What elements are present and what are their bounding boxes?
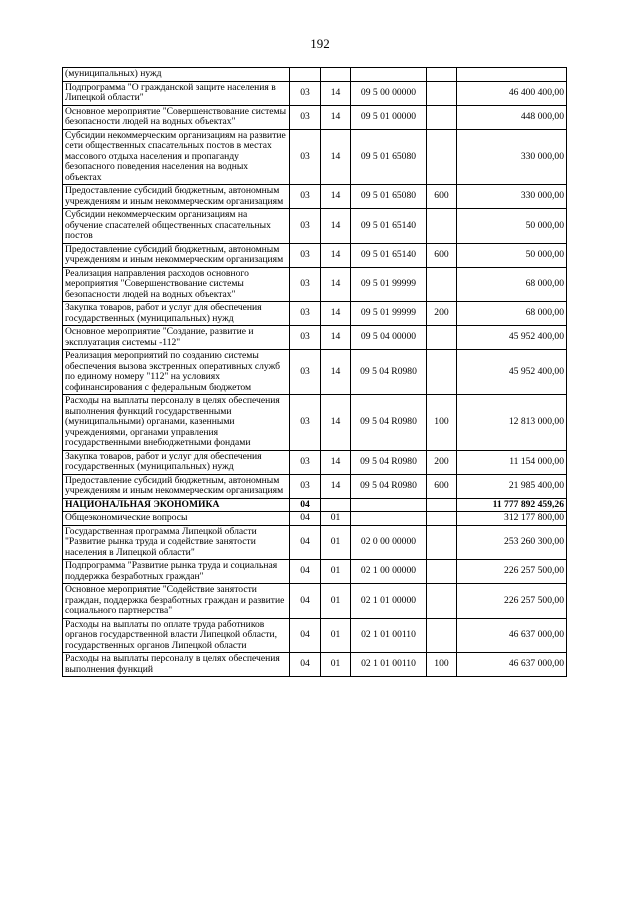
table-row (63, 350, 567, 395)
row-section-cell: 03 (290, 267, 321, 302)
row-target-article-cell: 02 1 01 00000 (351, 584, 427, 619)
row-name-cell: Закупка товаров, работ и услуг для обеспечения государственных (муниципальных) нужд (63, 450, 290, 474)
row-section-cell: 03 (290, 81, 321, 105)
row-subsection-cell: 14 (321, 185, 351, 209)
row-section-cell: 04 (290, 560, 321, 584)
row-subsection-cell (321, 498, 351, 512)
row-name-cell: Подпрограмма "О гражданской защите населения в Липецкой области" (63, 81, 290, 105)
row-target-article-cell: 09 5 01 99999 (351, 267, 427, 302)
row-target-article-cell: 02 1 00 00000 (351, 560, 427, 584)
table-row (63, 498, 567, 512)
row-name-cell: Субсидии некоммерческим организациям на обучение спасателей общественных спасательных постов (63, 209, 290, 244)
row-expense-type-cell (427, 350, 457, 395)
row-section-cell (290, 68, 321, 82)
row-subsection-cell: 14 (321, 267, 351, 302)
row-subsection-cell: 01 (321, 512, 351, 526)
row-amount-cell: 21 985 400,00 (457, 474, 567, 498)
row-subsection-cell: 14 (321, 302, 351, 326)
row-name-cell: Субсидии некоммерческим организациям на развитие сети общественных спасательных постов в местах массового отдыха населения и пропаганду безопасного поведения населения на водных объектах (63, 129, 290, 185)
row-subsection-cell: 14 (321, 450, 351, 474)
row-subsection-cell: 01 (321, 653, 351, 677)
table-row (63, 105, 567, 129)
row-name-cell: Предоставление субсидий бюджетным, автономным учреждениям и иным некоммерческим организациям (63, 185, 290, 209)
row-name-cell: Расходы на выплаты по оплате труда работников органов государственной власти Липецкой области, государственных органов Липецкой области (63, 618, 290, 653)
row-subsection-cell: 14 (321, 129, 351, 185)
row-target-article-cell: 02 0 00 00000 (351, 525, 427, 560)
row-expense-type-cell (427, 560, 457, 584)
row-expense-type-cell (427, 326, 457, 350)
row-section-cell: 03 (290, 326, 321, 350)
row-target-article-cell: 02 1 01 00110 (351, 653, 427, 677)
row-section-cell: 03 (290, 105, 321, 129)
row-amount-cell (457, 68, 567, 82)
row-target-article-cell: 09 5 01 65080 (351, 185, 427, 209)
row-subsection-cell: 14 (321, 395, 351, 451)
row-expense-type-cell (427, 267, 457, 302)
row-name-cell: Предоставление субсидий бюджетным, автономным учреждениям и иным некоммерческим организациям (63, 243, 290, 267)
row-amount-cell: 226 257 500,00 (457, 560, 567, 584)
row-subsection-cell: 01 (321, 618, 351, 653)
row-name-cell: НАЦИОНАЛЬНАЯ ЭКОНОМИКА (63, 498, 290, 512)
row-name-cell: Основное мероприятие "Совершенствование системы безопасности людей на водных объектах" (63, 105, 290, 129)
row-expense-type-cell (427, 105, 457, 129)
row-target-article-cell: 09 5 01 00000 (351, 105, 427, 129)
row-expense-type-cell (427, 584, 457, 619)
row-name-cell: (муниципальных) нужд (63, 68, 290, 82)
row-target-article-cell: 09 5 01 65140 (351, 243, 427, 267)
table-row (63, 209, 567, 244)
row-amount-cell: 45 952 400,00 (457, 350, 567, 395)
row-name-cell: Расходы на выплаты персоналу в целях обеспечения выполнения функций (63, 653, 290, 677)
row-section-cell: 03 (290, 474, 321, 498)
row-expense-type-cell (427, 498, 457, 512)
table-row (63, 512, 567, 526)
row-amount-cell: 448 000,00 (457, 105, 567, 129)
row-section-cell: 03 (290, 395, 321, 451)
row-section-cell: 04 (290, 498, 321, 512)
row-target-article-cell: 02 1 01 00110 (351, 618, 427, 653)
budget-table-body (63, 68, 567, 677)
row-target-article-cell: 09 5 04 00000 (351, 326, 427, 350)
row-section-cell: 04 (290, 618, 321, 653)
row-section-cell: 03 (290, 185, 321, 209)
row-target-article-cell: 09 5 01 99999 (351, 302, 427, 326)
row-amount-cell: 46 400 400,00 (457, 81, 567, 105)
row-target-article-cell: 09 5 01 65140 (351, 209, 427, 244)
row-target-article-cell (351, 512, 427, 526)
row-section-cell: 03 (290, 350, 321, 395)
row-subsection-cell: 14 (321, 474, 351, 498)
row-expense-type-cell: 100 (427, 653, 457, 677)
row-subsection-cell: 14 (321, 105, 351, 129)
row-name-cell: Предоставление субсидий бюджетным, автономным учреждениям и иным некоммерческим организациям (63, 474, 290, 498)
row-subsection-cell: 14 (321, 243, 351, 267)
row-subsection-cell: 14 (321, 350, 351, 395)
row-name-cell: Расходы на выплаты персоналу в целях обеспечения выполнения функций государственными (муниципальными) органами, казенными учреждениями, органами управления государственными внебюджетными фондами (63, 395, 290, 451)
row-target-article-cell: 09 5 01 65080 (351, 129, 427, 185)
row-expense-type-cell: 200 (427, 450, 457, 474)
table-row (63, 243, 567, 267)
row-subsection-cell: 01 (321, 525, 351, 560)
row-section-cell: 04 (290, 525, 321, 560)
row-target-article-cell (351, 498, 427, 512)
row-section-cell: 03 (290, 302, 321, 326)
row-amount-cell: 330 000,00 (457, 129, 567, 185)
row-name-cell: Подпрограмма "Развитие рынка труда и социальная поддержка безработных граждан" (63, 560, 290, 584)
row-target-article-cell (351, 68, 427, 82)
row-expense-type-cell (427, 209, 457, 244)
row-target-article-cell: 09 5 04 R0980 (351, 474, 427, 498)
table-row (63, 81, 567, 105)
row-subsection-cell: 14 (321, 326, 351, 350)
row-expense-type-cell: 600 (427, 474, 457, 498)
row-target-article-cell: 09 5 04 R0980 (351, 350, 427, 395)
row-amount-cell: 50 000,00 (457, 209, 567, 244)
table-row (63, 584, 567, 619)
row-section-cell: 04 (290, 512, 321, 526)
row-section-cell: 03 (290, 209, 321, 244)
row-amount-cell: 312 177 800,00 (457, 512, 567, 526)
row-amount-cell: 11 777 892 459,26 (457, 498, 567, 512)
row-amount-cell: 46 637 000,00 (457, 653, 567, 677)
row-amount-cell: 226 257 500,00 (457, 584, 567, 619)
row-target-article-cell: 09 5 04 R0980 (351, 395, 427, 451)
table-row (63, 450, 567, 474)
table-row (63, 525, 567, 560)
row-name-cell: Реализация направления расходов основного мероприятия "Совершенствование системы безопасности людей на водных объектах" (63, 267, 290, 302)
row-target-article-cell: 09 5 04 R0980 (351, 450, 427, 474)
row-amount-cell: 68 000,00 (457, 302, 567, 326)
row-section-cell: 04 (290, 653, 321, 677)
row-subsection-cell: 14 (321, 81, 351, 105)
row-expense-type-cell (427, 68, 457, 82)
row-name-cell: Общеэкономические вопросы (63, 512, 290, 526)
row-expense-type-cell: 600 (427, 243, 457, 267)
row-amount-cell: 45 952 400,00 (457, 326, 567, 350)
row-expense-type-cell (427, 618, 457, 653)
row-section-cell: 04 (290, 584, 321, 619)
row-name-cell: Основное мероприятие "Содействие занятости граждан, поддержка безработных граждан и развитие социального партнерства" (63, 584, 290, 619)
row-expense-type-cell (427, 129, 457, 185)
row-subsection-cell: 01 (321, 584, 351, 619)
row-name-cell: Государственная программа Липецкой области "Развитие рынка труда и содействие занятости населения в Липецкой области" (63, 525, 290, 560)
budget-table (62, 67, 567, 677)
table-row (63, 129, 567, 185)
row-amount-cell: 68 000,00 (457, 267, 567, 302)
page-number: 192 (310, 36, 330, 51)
row-subsection-cell: 01 (321, 560, 351, 584)
row-expense-type-cell: 200 (427, 302, 457, 326)
row-amount-cell: 46 637 000,00 (457, 618, 567, 653)
table-row (63, 302, 567, 326)
row-subsection-cell (321, 68, 351, 82)
table-row (63, 653, 567, 677)
table-row (63, 474, 567, 498)
row-expense-type-cell (427, 81, 457, 105)
row-amount-cell: 12 813 000,00 (457, 395, 567, 451)
table-row (63, 560, 567, 584)
table-row (63, 326, 567, 350)
row-amount-cell: 11 154 000,00 (457, 450, 567, 474)
row-expense-type-cell: 600 (427, 185, 457, 209)
row-section-cell: 03 (290, 450, 321, 474)
row-name-cell: Реализация мероприятий по созданию системы обеспечения вызова экстренных оперативных служб по единому номеру "112" на условиях софинансирования с федеральным бюджетом (63, 350, 290, 395)
row-name-cell: Основное мероприятие "Создание, развитие и эксплуатация системы -112" (63, 326, 290, 350)
row-target-article-cell: 09 5 00 00000 (351, 81, 427, 105)
row-expense-type-cell: 100 (427, 395, 457, 451)
table-row (63, 185, 567, 209)
row-subsection-cell: 14 (321, 209, 351, 244)
table-row (63, 618, 567, 653)
row-section-cell: 03 (290, 243, 321, 267)
table-row (63, 267, 567, 302)
row-name-cell: Закупка товаров, работ и услуг для обеспечения государственных (муниципальных) нужд (63, 302, 290, 326)
table-row (63, 68, 567, 82)
row-expense-type-cell (427, 525, 457, 560)
row-section-cell: 03 (290, 129, 321, 185)
row-amount-cell: 330 000,00 (457, 185, 567, 209)
row-amount-cell: 50 000,00 (457, 243, 567, 267)
row-expense-type-cell (427, 512, 457, 526)
row-amount-cell: 253 260 300,00 (457, 525, 567, 560)
table-row (63, 395, 567, 451)
